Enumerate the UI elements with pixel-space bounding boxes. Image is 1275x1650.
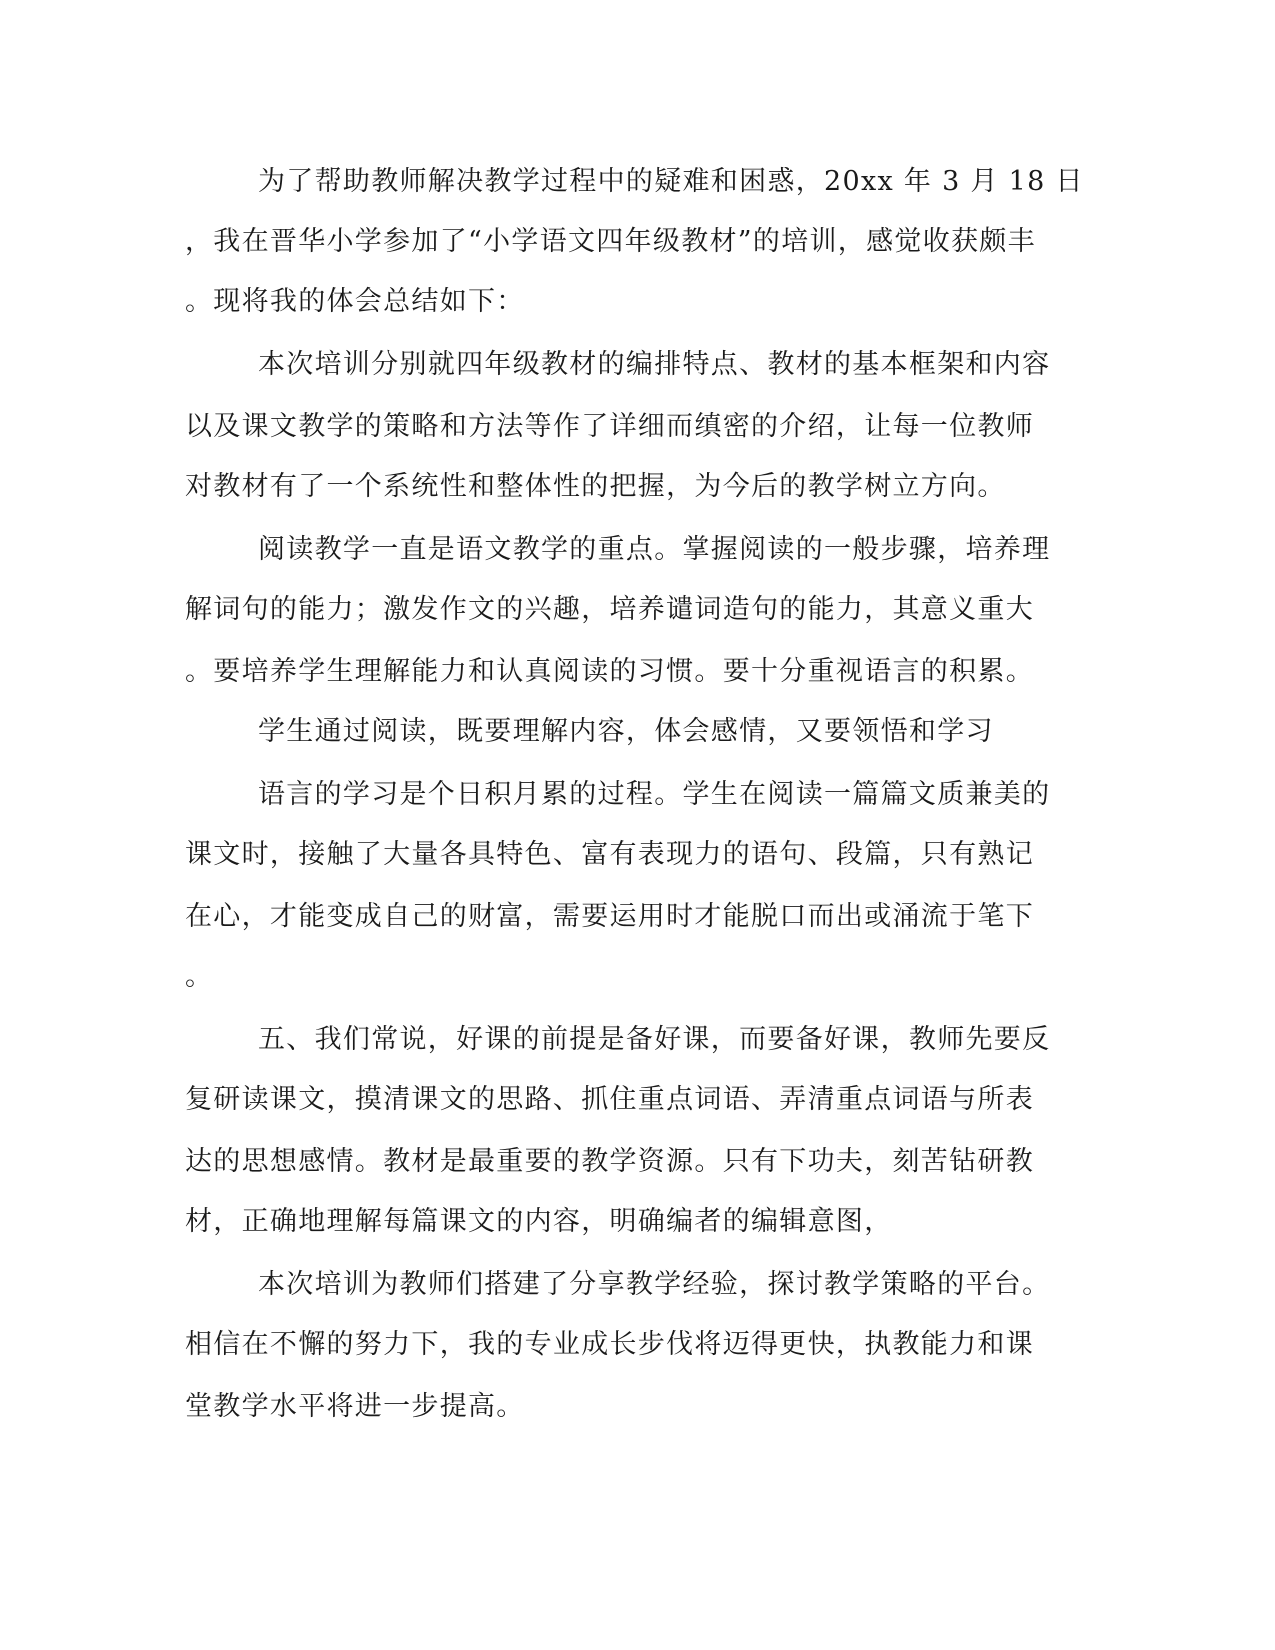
- paragraph-2-line-3: 对教材有了一个系统性和整体性的把握，为今后的教学树立方向。: [185, 471, 1006, 502]
- paragraph-1-line-1: 为了帮助教师解决教学过程中的疑难和困惑，20xx 年 3 月 18 日: [258, 166, 1084, 197]
- paragraph-3-line-3: 。要培养学生理解能力和认真阅读的习惯。要十分重视语言的积累。: [185, 656, 1034, 687]
- paragraph-6-line-2: 复研读课文，摸清课文的思路、抓住重点词语、弄清重点词语与所表: [185, 1084, 1034, 1115]
- paragraph-6-line-1: 五、我们常说，好课的前提是备好课，而要备好课，教师先要反: [258, 1024, 1051, 1055]
- paragraph-2-line-2: 以及课文教学的策略和方法等作了详细而缜密的介绍，让每一位教师: [185, 411, 1034, 442]
- paragraph-1-line-3: 。现将我的体会总结如下：: [185, 286, 525, 317]
- paragraph-1-line-2: ，我在晋华小学参加了“小学语文四年级教材”的培训，感觉收获颇丰: [185, 226, 1036, 257]
- paragraph-2-line-1: 本次培训分别就四年级教材的编排特点、教材的基本框架和内容: [258, 349, 1051, 380]
- paragraph-5-line-1: 语言的学习是个日积月累的过程。学生在阅读一篇篇文质兼美的: [258, 779, 1051, 810]
- paragraph-6-line-3: 达的思想感情。教材是最重要的教学资源。只有下功夫，刻苦钻研教: [185, 1146, 1034, 1177]
- paragraph-3-line-2: 解词句的能力；激发作文的兴趣，培养谴词造句的能力，其意义重大: [185, 594, 1034, 625]
- paragraph-7-line-2: 相信在不懈的努力下，我的专业成长步伐将迈得更快，执教能力和课: [185, 1329, 1034, 1360]
- paragraph-5-line-2: 课文时，接触了大量各具特色、富有表现力的语句、段篇，只有熟记: [185, 839, 1034, 870]
- paragraph-6-line-4: 材，正确地理解每篇课文的内容，明确编者的编辑意图，: [185, 1206, 893, 1237]
- paragraph-3-line-1: 阅读教学一直是语文教学的重点。掌握阅读的一般步骤，培养理: [258, 534, 1051, 565]
- paragraph-4-line-1: 学生通过阅读，既要理解内容，体会感情，又要领悟和学习: [258, 716, 994, 747]
- paragraph-7-line-1: 本次培训为教师们搭建了分享教学经验，探讨教学策略的平台。: [258, 1269, 1051, 1300]
- paragraph-5-line-4: 。: [185, 961, 214, 992]
- paragraph-7-line-3: 堂教学水平将进一步提高。: [185, 1391, 525, 1422]
- paragraph-5-line-3: 在心，才能变成自己的财富，需要运用时才能脱口而出或涌流于笔下: [185, 901, 1034, 932]
